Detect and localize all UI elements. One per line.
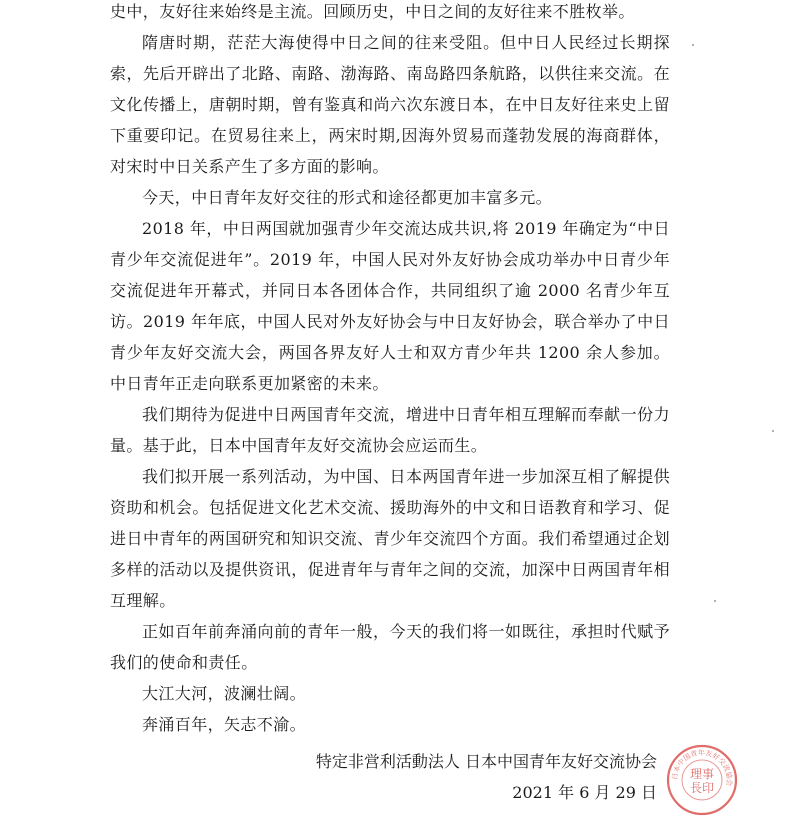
scan-speck [772,430,774,432]
paragraph: 今天，中日青年友好交往的形式和途径都更加丰富多元。 [142,188,553,207]
paragraph: 2018 年，中日两国就加强青少年交流达成共识,将 2019 年确定为“中日青少年交流促进年”。2019 年，中国人民对外友好协会成功举办中日青少年交流促进年开幕式，并同日本各团体合作，共同组织了逾 2000 名青少年互访。2019 年年底，中国人民对外友好协会与中日友好协会，联合举办了中日青少年友好交流大会，两国各界友好人士和双方青少年共 1200 余人参加。中日青年正走向联系更加紧密的未来。 [110,219,670,393]
paragraph: 史中，友好往来始终是主流。回顾历史，中日之间的友好往来不胜枚举。 [110,2,635,21]
seal-stamp-icon [666,744,738,816]
paragraph: 奔涌百年，矢志不渝。 [142,715,307,734]
signature-block [316,746,657,808]
paragraph: 我们拟开展一系列活动，为中国、日本两国青年进一步加深互相了解提供资助和机会。包括促进文化艺术交流、援助海外的中文和日语教育和学习、促进日中青年的两国研究和知识交流、青少年交流四个方面。我们希望通过企划多样的活动以及提供资讯，促进青年与青年之间的交流，加深中日两国青年相互理解。 [110,467,670,610]
paragraph: 正如百年前奔涌向前的青年一般，今天的我们将一如既往，承担时代赋予我们的使命和责任。 [110,622,670,672]
svg-text:理事: 理事 [689,767,715,781]
svg-text:長印: 長印 [689,781,715,795]
scan-speck [714,600,716,602]
paragraph: 隋唐时期，茫茫大海使得中日之间的往来受阻。但中日人民经过长期探索，先后开辟出了北路、南路、渤海路、南岛路四条航路，以供往来交流。在文化传播上，唐朝时期，曾有鉴真和尚六次东渡日本，在中日友好往来史上留下重要印记。在贸易往来上，两宋时期,因海外贸易而蓬勃发展的海商群体，对宋时中日关系产生了多方面的影响。 [110,33,670,176]
scan-speck [692,44,694,46]
signature-date: 2021 年 6 月 29 日 [512,783,657,802]
paragraph: 我们期待为促进中日两国青年交流，增进中日青年相互理解而奉献一份力量。基于此，日本中国青年友好交流协会应运而生。 [110,405,670,455]
paragraph: 大江大河，波澜壮阔。 [142,684,307,703]
organization-name: 特定非営利活動法人 日本中国青年友好交流协会 [315,752,657,771]
letter-body [110,0,670,740]
svg-text:日本中国青年友好交流協会: 日本中国青年友好交流協会 [670,748,734,787]
